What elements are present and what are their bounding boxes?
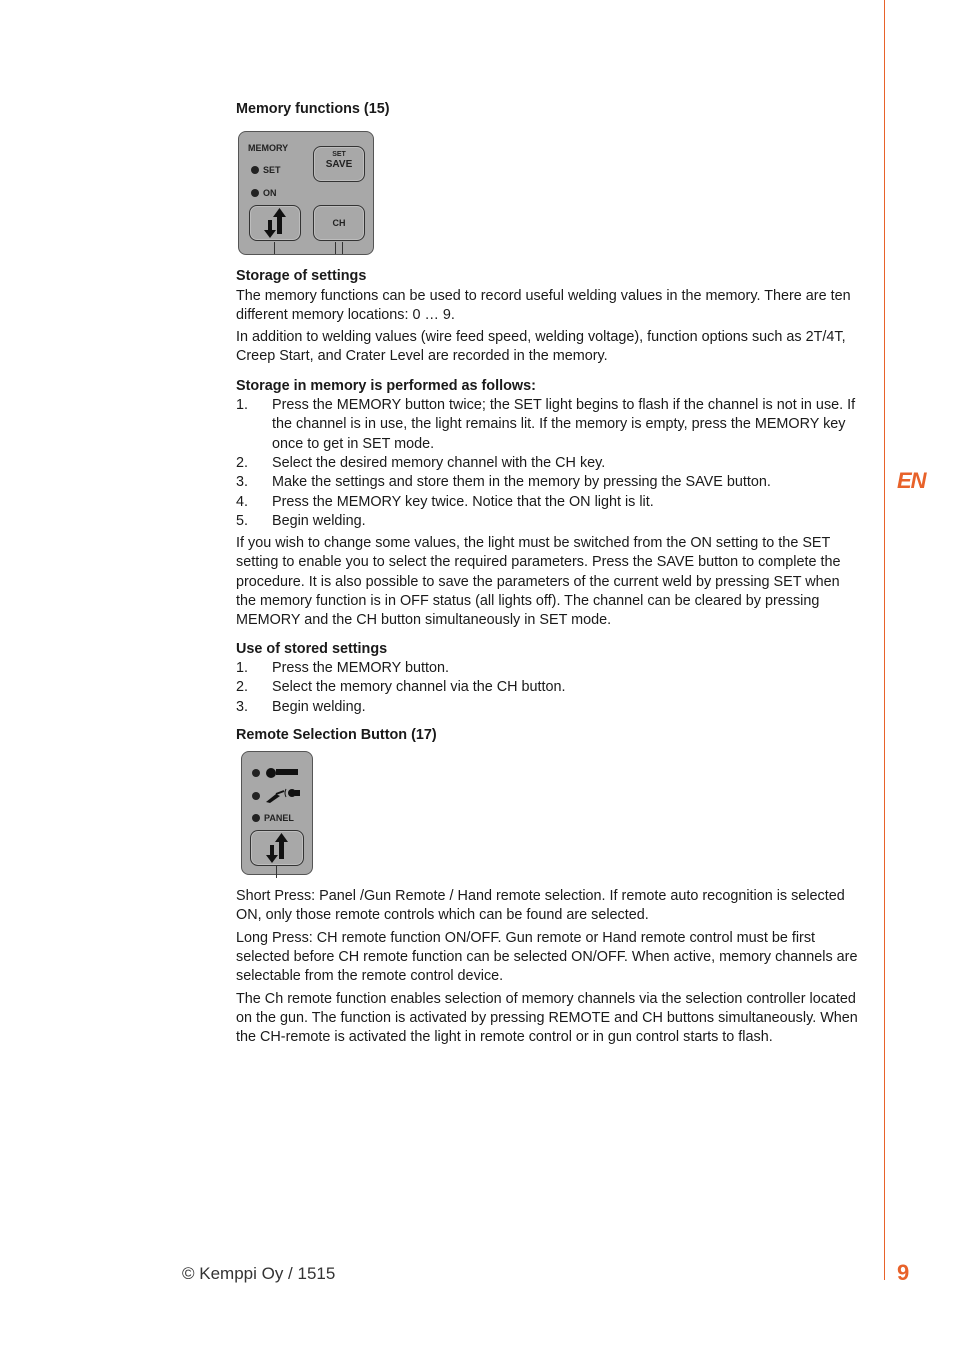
up-down-arrow-icon: [250, 206, 300, 240]
list-item: [236, 473, 860, 492]
list-item-text: Begin welding.: [272, 698, 366, 715]
ch-label: CH: [332, 218, 346, 229]
list-item: [236, 512, 860, 531]
storage-steps-heading: Storage in memory is performed as follows:: [236, 377, 536, 394]
list-item-text: Press the MEMORY button.: [272, 659, 450, 676]
memory-title-label: MEMORY: [248, 143, 289, 154]
page-number: 9: [897, 1260, 910, 1285]
page-content: [236, 100, 860, 1051]
panel-led: [252, 814, 260, 822]
list-item-number: 3.: [236, 474, 249, 491]
storage-paragraph-1: The memory functions can be used to record useful welding values in the memory. There are ten different memory locations: 0 … 9.: [236, 287, 851, 323]
language-tag: EN: [897, 468, 926, 493]
list-item: [236, 698, 860, 717]
list-item-number: 3.: [236, 698, 249, 715]
remote-panel-illustration: [241, 751, 313, 875]
list-item-text: Select the memory channel via the CH button.: [272, 679, 566, 696]
list-item-text: Make the settings and store them in the memory by pressing the SAVE button.: [272, 474, 771, 491]
memory-button[interactable]: [249, 205, 301, 241]
save-label: SAVE: [325, 159, 353, 171]
list-item-number: 1.: [236, 659, 249, 676]
panel-label: PANEL: [264, 813, 294, 824]
list-item-number: 1.: [236, 397, 249, 414]
set-led-label: SET: [263, 165, 281, 176]
storage-heading: Storage of settings: [236, 268, 367, 285]
ch-button[interactable]: [313, 205, 365, 241]
list-item-number: 2.: [236, 679, 249, 696]
storage-paragraph-2: In addition to welding values (wire feed speed, welding voltage), function options such as 2T/4T, Creep Start, and Crater Level are recorded in the memory.: [236, 329, 846, 365]
on-led: [251, 189, 259, 197]
list-item-text: Press the MEMORY button twice; the SET light begins to flash if the channel is not in use. If the channel is in use, the light remains lit. If the memory is empty, press the MEMORY key once to get in SET mode.: [272, 397, 856, 452]
list-item-text: Begin welding.: [272, 512, 366, 529]
save-small-label: SET: [332, 151, 346, 159]
list-item-number: 5.: [236, 512, 249, 529]
list-item: [236, 396, 860, 454]
gun-remote-led: [252, 792, 260, 800]
storage-steps-list: [236, 396, 860, 531]
memory-panel-illustration: [238, 131, 374, 255]
list-item: [236, 659, 860, 678]
list-item-text: Select the desired memory channel with the CH key.: [272, 454, 606, 471]
side-rule: [884, 0, 885, 1280]
save-button[interactable]: [313, 146, 365, 182]
list-item-number: 2.: [236, 454, 249, 471]
list-item-text: Press the MEMORY key twice. Notice that the ON light is lit.: [272, 493, 654, 510]
memory-functions-heading: Memory functions (15): [236, 101, 390, 117]
storage-note-paragraph: If you wish to change some values, the light must be switched from the ON setting to the SET setting to enable you to select the required parameters. Press the SAVE button to complete the procedure. It is also possible to save the parameters of the current weld by pressing SET when the memory function is in OFF status (all lights off). The channel can be cleared by pressing MEMORY and the CH button simultaneously in SET mode.: [236, 535, 841, 629]
remote-paragraph-3: The Ch remote function enables selection of memory channels via the selection controller located on the gun. The function is activated by pressing REMOTE and CH buttons simultaneously. When the CH-remote is activated the light in remote control or in gun control starts to flash.: [236, 990, 858, 1046]
use-stored-list: [236, 659, 860, 717]
remote-paragraph-1: Short Press: Panel /Gun Remote / Hand remote selection. If remote auto recognition is selected ON, only those remote controls which can be found are selected.: [236, 888, 845, 924]
ch-button-stem-left: [335, 242, 336, 254]
set-led: [251, 166, 259, 174]
list-item: [236, 454, 860, 473]
remote-paragraph-2: Long Press: CH remote function ON/OFF. Gun remote or Hand remote control must be first selected before CH remote function can be selected ON/OFF. When active, memory channels are selectable from the remote control device.: [236, 929, 858, 985]
on-led-label: ON: [263, 188, 277, 199]
hand-remote-led: [252, 769, 260, 777]
memory-button-stem: [274, 242, 275, 254]
list-item: [236, 493, 860, 512]
gun-remote-icon: [264, 786, 302, 804]
footer-copyright: © Kemppi Oy / 1515: [182, 1264, 336, 1283]
up-down-arrow-icon: [251, 831, 303, 865]
list-item: [236, 678, 860, 697]
list-item-number: 4.: [236, 493, 249, 510]
use-stored-heading: Use of stored settings: [236, 640, 388, 657]
ch-button-stem-right: [342, 242, 343, 254]
remote-button-stem: [276, 866, 277, 878]
remote-heading: Remote Selection Button (17): [236, 726, 437, 743]
hand-remote-icon: [264, 765, 302, 781]
remote-selection-button[interactable]: [250, 830, 304, 866]
